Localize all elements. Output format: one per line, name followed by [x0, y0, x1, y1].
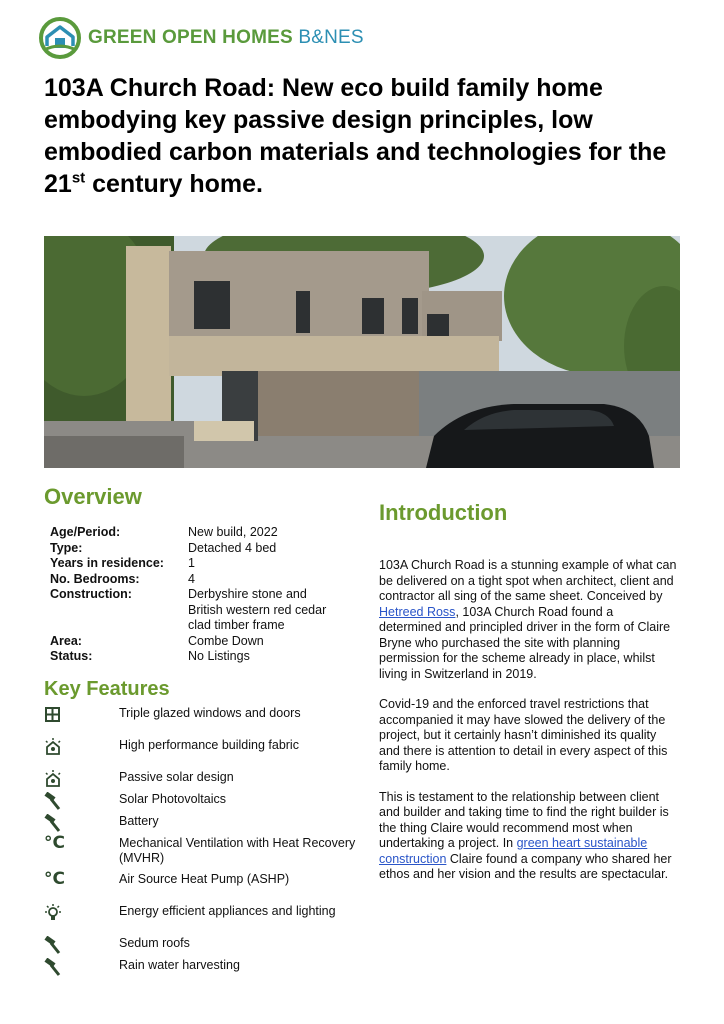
- hammer-icon: [44, 792, 119, 810]
- info-row-bedrooms: [50, 572, 350, 588]
- info-value: New build, 2022: [188, 525, 278, 539]
- hammer-icon: [44, 936, 119, 954]
- house-sun-icon: [44, 770, 119, 788]
- info-value: Combe Down: [188, 633, 264, 648]
- info-label: No. Bedrooms:: [50, 571, 140, 586]
- hetreed-ross-link[interactable]: Hetreed Ross: [379, 604, 456, 619]
- brand-logo: [38, 16, 364, 60]
- info-row-area: [50, 634, 350, 650]
- info-label: Years in residence:: [50, 556, 164, 570]
- title-main: 103A Church Road: New eco build family home embodying key passive design principles, low embodied carbon materials and technologies for the 21: [44, 74, 667, 198]
- lightbulb-icon: [44, 904, 119, 922]
- intro-text: This is testament to the relationship between client and builder and taking time to find the right builder is the thing Claire would recommend most when undertaking a project. In: [379, 789, 669, 850]
- info-row-type: [50, 541, 350, 557]
- brand-name-blue: B&NES: [298, 27, 364, 48]
- intro-text: , 103A Church Road found a determined and principled driver in the form of Claire Bryne who purchased the site with planning permission for the scheme already in place, whilst living in Switzerland in 2019.: [379, 604, 671, 681]
- info-value: Detached 4 bed: [188, 540, 277, 555]
- feature-text: Rain water harvesting: [119, 958, 240, 972]
- list-item: [44, 869, 364, 889]
- page-title: [44, 72, 684, 200]
- intro-paragraph-1: [379, 558, 679, 682]
- title-superscript: st: [71, 169, 86, 187]
- brand-name-green: GREEN OPEN HOMES: [88, 27, 293, 48]
- info-label: Construction:: [50, 587, 132, 601]
- introduction-heading: Introduction: [379, 500, 508, 525]
- feature-text: Energy efficient appliances and lighting: [119, 904, 336, 918]
- degree-celsius-icon: [44, 869, 119, 889]
- feature-text: Sedum roofs: [119, 936, 190, 950]
- list-item: [44, 958, 364, 976]
- info-value: No Listings: [188, 649, 250, 663]
- hammer-icon: [44, 958, 119, 976]
- house-logo-icon: [38, 16, 82, 60]
- info-label: Area:: [50, 633, 82, 648]
- title-tail: century home.: [85, 170, 263, 198]
- feature-text: High performance building fabric: [119, 738, 299, 752]
- info-row-age: [50, 525, 350, 541]
- feature-text: Triple glazed windows and doors: [119, 706, 301, 720]
- info-label: Status:: [50, 649, 93, 663]
- info-row-status: [50, 649, 350, 665]
- feature-text: Solar Photovoltaics: [119, 792, 227, 806]
- feature-text: Passive solar design: [119, 770, 234, 784]
- overview-heading: Overview: [44, 484, 142, 509]
- list-item: [44, 833, 364, 866]
- green-heart-link[interactable]: green heart sustainable construction: [379, 836, 648, 866]
- list-item: [44, 936, 364, 954]
- hammer-icon: [44, 814, 119, 832]
- intro-text: 103A Church Road is a stunning example of what can be delivered on a tight spot when architect, client and contractor all sing of the same sheet. Conceived by: [379, 558, 677, 603]
- intro-paragraph-2: Covid-19 and the enforced travel restrictions that accompanied it may have slowed the delivery of the project, but it certainly hasn’t diminished its quality and there is attention to detail in every aspect of this family home.: [379, 697, 668, 773]
- house-photo: [44, 236, 680, 468]
- feature-text: Battery: [119, 814, 159, 828]
- introduction-body: [379, 558, 679, 898]
- feature-text: Air Source Heat Pump (ASHP): [119, 872, 290, 886]
- key-features-heading: Key Features: [44, 678, 170, 700]
- window-icon: [44, 706, 119, 724]
- intro-paragraph-3: [379, 790, 679, 883]
- feature-text: Mechanical Ventilation with Heat Recovery (MVHR): [119, 836, 356, 865]
- degree-celsius-icon: [44, 833, 119, 866]
- house-sun-icon: [44, 738, 119, 756]
- celsius-symbol: °C: [44, 833, 65, 853]
- list-item: [44, 738, 364, 756]
- list-item: [44, 814, 364, 832]
- list-item: [44, 792, 364, 810]
- list-item: [44, 706, 364, 724]
- property-info-table: [50, 525, 350, 665]
- info-row-construction: [50, 587, 350, 634]
- list-item: [44, 770, 364, 788]
- brand-name: [88, 27, 364, 49]
- celsius-symbol: °C: [44, 869, 65, 889]
- list-item: [44, 904, 364, 922]
- info-value: Derbyshire stone and British western red cedar clad timber frame: [188, 587, 327, 632]
- info-value: 4: [188, 571, 195, 586]
- intro-text: Claire found a company who shared her ethos and her vision and the results are spectacular.: [379, 851, 672, 881]
- info-label: Age/Period:: [50, 525, 121, 539]
- info-label: Type:: [50, 540, 83, 555]
- info-value: 1: [188, 556, 195, 570]
- info-row-years: [50, 556, 350, 572]
